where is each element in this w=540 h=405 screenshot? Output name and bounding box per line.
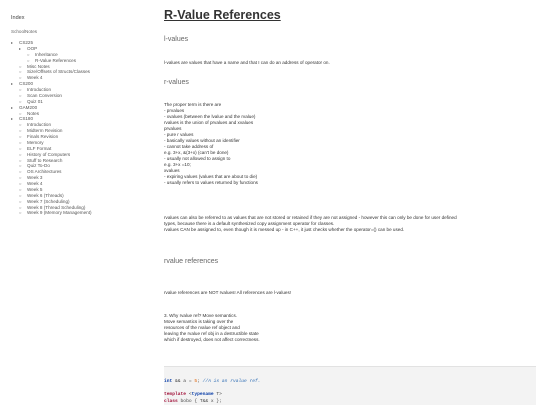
sidebar [0,0,160,405]
rvalues-line: - basically values without an identifier [164,138,240,143]
bullet-icon: ○ [19,98,22,104]
sidebar-tree-item-label: CS200 [19,81,34,87]
sidebar-tree-item-label: OOP [27,45,38,51]
sidebar-tree-item-label: Week 9 (Memory Management) [27,210,92,216]
bullet-icon: ○ [19,157,22,163]
sidebar-tree-item-label: Week 8 (Thread Scheduling) [27,204,86,210]
bullet-icon: ○ [19,151,22,157]
bullet-icon: ○ [19,122,22,128]
rvalues-line: e.g. 3+x, &(3+x) (can't be done) [164,150,229,155]
expand-arrow-icon: ▸ [11,40,14,45]
code-text: bobo { T&& x }; [177,399,222,404]
code-keyword: typename [191,392,214,397]
expand-arrow-icon: ▸ [11,104,14,110]
rvalues-line: - xvalues (between the lvalue and the rvalue) [164,114,256,119]
sidebar-tree-item-label: Introduction [27,87,52,92]
sidebar-tree-item-label: Memory [27,139,44,145]
rvalues-line: - prvalues [164,108,185,113]
lvalues-text: l-values are values that have a name and that I can do an address of operator on. [164,60,330,65]
code-text: && a = [172,379,195,384]
sidebar-tree-item-label: Introduction [27,122,52,128]
rvalues-line: - usually not allowed to assign to [164,156,231,161]
bullet-icon: ○ [19,63,22,69]
rvalues-assignment-line: types, because there is a default synthesized copy assignment operator for classes. [164,221,335,226]
code-line-3 [164,399,222,404]
sidebar-schoolnotes-link[interactable]: SchoolNotes [11,29,38,34]
sidebar-tree-item-label: Notes [27,110,40,116]
sidebar-tree-item-label: Size/Offsets of Structs/Classes [27,69,90,75]
sidebar-tree-item-label: Midterm Revision [27,128,63,134]
lvalues-paragraph [164,60,536,66]
bullet-icon: ○ [19,204,22,210]
code-text: < [186,392,192,397]
sidebar-tree-item-label: GAM200 [19,104,38,110]
bullet-icon: ○ [19,145,22,151]
code-line-2 [164,392,222,397]
heading-rvalues: r-values [164,79,189,86]
rvalues-assignment-line: rvalues can also be referred to as values that are not stored or retained if they are not assigned - however this can only be done for user defined [164,215,457,220]
move-semantics-line: leaving the rvalue ref obj in a destructible state [164,331,259,336]
rvalues-line: rvalues is the union of prvalues and xvalues [164,120,254,125]
sidebar-tree-item-label: History of Computers [27,151,71,157]
bullet-icon: ○ [19,69,22,75]
code-text: ; [197,379,200,384]
rvalues-line: - cannot take address of [164,144,214,149]
bullet-icon: ○ [19,128,22,134]
bullet-icon: ○ [19,75,22,81]
expand-arrow-icon: ▸ [11,116,14,122]
sidebar-tree-item-label: Week 3 [27,175,43,181]
code-block [164,366,536,405]
move-semantics-paragraph [164,313,536,343]
sidebar-tree-item-label: Week 4 [27,181,43,186]
sidebar-tree-item-label: Stuff to Research [27,157,63,163]
move-semantics-line: resources of the rvalue ref object and [164,325,240,330]
code-keyword: int [164,379,173,384]
sidebar-tree-item-label: Finals Revision [27,134,59,139]
sidebar-tree-item-label: R-Value References [35,57,77,63]
rvalues-paragraph [164,102,536,186]
code-keyword: template [164,392,187,397]
code-text: T> [213,392,222,397]
sidebar-tree-item-label: OS Architectures [27,169,62,175]
heading-rvalue-references: rvalue references [164,258,219,265]
sidebar-tree-item-label: Scan Conversion [27,92,62,98]
move-semantics-line: 3. Why rvalue ref? Move semantics. [164,313,238,318]
bullet-icon: ○ [19,92,22,98]
sidebar-index-label: Index [11,15,25,21]
sidebar-tree [11,40,92,216]
code-keyword: class [164,399,178,404]
rvalues-line: xvalues [164,168,180,173]
code-number: 5 [194,379,198,384]
rvalue-references-paragraph [164,290,536,296]
bullet-icon: ○ [19,139,22,145]
heading-lvalues: l-values [164,36,189,43]
rvalues-line: The proper term is there are [164,102,222,107]
bullet-icon: ▸ [19,45,22,51]
bullet-icon: ○ [19,110,22,116]
move-semantics-line: Move semantics is taking over the [164,319,234,324]
bullet-icon: ○ [19,198,22,204]
rvalues-line: e.g. 3+x =10; [164,162,191,167]
sidebar-tree-item-label: ELF Format [27,145,52,151]
bullet-icon: ○ [27,57,30,63]
bullet-icon: ○ [19,134,22,139]
bullet-icon: ○ [19,210,22,216]
bullet-icon: ○ [19,181,22,186]
bullet-icon: ○ [19,192,22,198]
bullet-icon: ○ [19,186,22,192]
main-content [164,0,536,405]
rvalues-line: prvalues [164,126,182,131]
rvalues-assignment-paragraph [164,215,536,233]
sidebar-tree-item-label: Week 5 [27,186,43,192]
code-comment: //A is an rvalue ref. [199,379,261,384]
sidebar-tree-item-label: Quiz 01 [27,98,43,104]
sidebar-tree-item[interactable] [11,210,92,216]
move-semantics-line: which if destroyed, does not affect correctness. [164,337,260,342]
sidebar-tree-item-label: CS225 [19,40,34,45]
bullet-icon: ○ [19,175,22,181]
expand-arrow-icon: ▸ [11,81,14,87]
code-line-1 [164,379,261,384]
bullet-icon: ○ [19,169,22,175]
page-title: R-Value References [164,8,281,22]
sidebar-tree-item-label: Week 6 (Threads) [27,192,64,198]
sidebar-tree-item-label: Misc Notes [27,63,50,69]
rvalues-line: - expiring values (values that are about to die) [164,174,258,179]
bullet-icon: ○ [19,87,22,92]
bullet-icon: ○ [19,163,22,169]
sidebar-tree-item-label: Week 7 (Scheduling) [27,198,70,204]
sidebar-tree-item-label: Quiz To-Do [27,163,50,169]
bullet-icon: ○ [27,51,30,57]
sidebar-tree-item-label: Week 4 [27,75,43,81]
rvalues-line: - pure r values [164,132,194,137]
rvalues-assignment-line: rvalues CAN be assigned to, even though it is messed up - in C++, it just checks whether the operator=() can be used. [164,227,405,232]
rvalue-references-text: rvalue references are NOT rvalues! All references are l-values! [164,290,292,295]
rvalues-line: - usually refers to values returned by functions [164,180,258,185]
sidebar-tree-item-label: CS180 [19,116,34,122]
sidebar-tree-item-label: Inheritance [35,51,58,57]
